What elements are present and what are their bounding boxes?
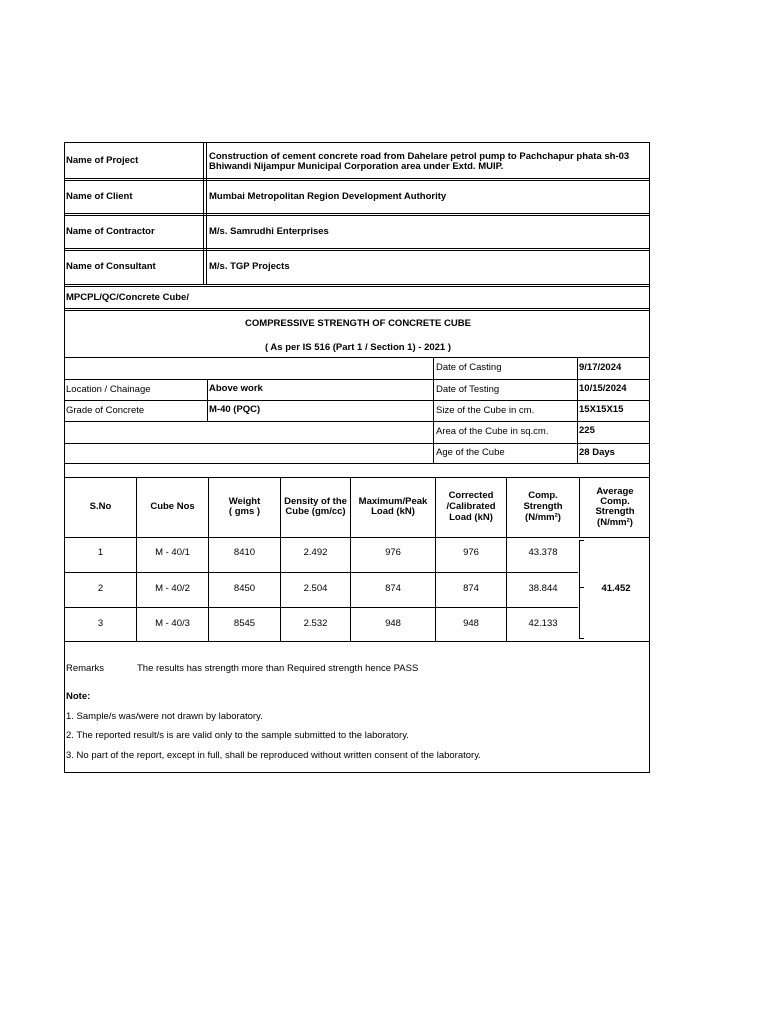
col-header-sno: S.No bbox=[89, 501, 112, 512]
cube-area-value: 225 bbox=[579, 425, 595, 436]
cell-corrected-load: 976 bbox=[463, 547, 479, 558]
cube-size-label: Size of the Cube in cm. bbox=[436, 405, 535, 416]
col-header-corrected-1: Corrected bbox=[448, 490, 494, 501]
row-divider bbox=[65, 248, 649, 249]
cell-weight: 8450 bbox=[233, 583, 256, 594]
casting-date-value: 9/17/2024 bbox=[579, 362, 622, 373]
row-divider bbox=[65, 379, 649, 380]
project-name-line-1: Construction of cement concrete road from Dahelare petrol pump to Pachchapur phata sh-03 bbox=[209, 151, 630, 162]
client-value: Mumbai Metropolitan Region Development Authority bbox=[209, 191, 447, 202]
table-row bbox=[65, 547, 649, 558]
report-title: COMPRESSIVE STRENGTH OF CONCRETE CUBE bbox=[245, 318, 471, 329]
consultant-label: Name of Consultant bbox=[66, 261, 156, 272]
cell-weight: 8410 bbox=[233, 547, 256, 558]
note-item: 3. No part of the report, except in full, shall be reproduced without written consent of the laboratory. bbox=[66, 750, 481, 761]
table-row bbox=[65, 583, 649, 594]
cube-area-label: Area of the Cube in sq.cm. bbox=[436, 426, 549, 437]
column-divider bbox=[207, 379, 208, 421]
row-divider bbox=[65, 310, 649, 311]
col-header-strength-1: Comp. bbox=[528, 490, 558, 501]
cell-weight: 8545 bbox=[233, 618, 256, 629]
cell-cube-no: M - 40/3 bbox=[155, 618, 190, 629]
row-divider bbox=[65, 286, 649, 287]
remarks-label: Remarks bbox=[66, 663, 105, 674]
row-divider bbox=[65, 308, 649, 309]
cube-age-value: 28 Days bbox=[579, 447, 615, 458]
row-divider bbox=[65, 400, 649, 401]
test-standard: ( As per IS 516 (Part 1 / Section 1) - 2021 ) bbox=[264, 342, 452, 353]
col-header-weight-2: ( gms ) bbox=[228, 506, 261, 517]
row-divider bbox=[65, 607, 578, 608]
grade-value: M-40 (PQC) bbox=[209, 404, 261, 415]
col-header-strength-3: (N/mm²) bbox=[525, 512, 561, 523]
notes-heading: Note: bbox=[66, 691, 91, 702]
row-divider bbox=[65, 178, 649, 179]
average-strength-value: 41.452 bbox=[601, 583, 631, 594]
row-divider bbox=[65, 537, 649, 538]
col-header-average-4: (N/mm²) bbox=[597, 517, 633, 528]
cube-size-value: 15X15X15 bbox=[579, 404, 624, 415]
row-divider bbox=[65, 477, 649, 478]
cell-density: 2.504 bbox=[303, 583, 328, 594]
col-header-corrected-2: /Calibrated bbox=[446, 501, 496, 512]
row-divider bbox=[65, 213, 649, 214]
casting-date-label: Date of Casting bbox=[436, 362, 502, 373]
row-divider bbox=[65, 250, 649, 251]
location-value: Above work bbox=[209, 383, 263, 394]
row-divider bbox=[65, 215, 649, 216]
row-divider bbox=[65, 443, 649, 444]
row-divider bbox=[65, 572, 578, 573]
table-row bbox=[65, 618, 649, 629]
row-divider bbox=[65, 641, 649, 642]
column-divider bbox=[203, 143, 204, 284]
cell-comp-strength: 38.844 bbox=[528, 583, 558, 594]
cell-max-load: 976 bbox=[385, 547, 401, 558]
col-header-average-3: Strength bbox=[595, 506, 635, 517]
cell-density: 2.532 bbox=[303, 618, 328, 629]
col-header-cube-nos: Cube Nos bbox=[150, 501, 195, 512]
cell-density: 2.492 bbox=[303, 547, 328, 558]
contractor-label: Name of Contractor bbox=[66, 226, 155, 237]
row-divider bbox=[65, 421, 649, 422]
cell-sno: 3 bbox=[97, 618, 104, 629]
cell-cube-no: M - 40/1 bbox=[155, 547, 190, 558]
note-item: 2. The reported result/s is are valid only to the sample submitted to the laboratory. bbox=[66, 730, 409, 741]
column-divider bbox=[433, 357, 434, 464]
col-header-weight-1: Weight bbox=[228, 496, 261, 507]
cell-cube-no: M - 40/2 bbox=[155, 583, 190, 594]
testing-date-label: Date of Testing bbox=[436, 384, 500, 395]
testing-date-value: 10/15/2024 bbox=[579, 383, 627, 394]
cell-comp-strength: 42.133 bbox=[528, 618, 558, 629]
col-header-density-2: Cube (gm/cc) bbox=[285, 506, 346, 517]
cell-comp-strength: 43.378 bbox=[528, 547, 558, 558]
cube-age-label: Age of the Cube bbox=[436, 447, 505, 458]
col-header-strength-2: Strength bbox=[523, 501, 563, 512]
project-label: Name of Project bbox=[66, 155, 139, 166]
contractor-value: M/s. Samrudhi Enterprises bbox=[209, 226, 329, 237]
cell-max-load: 874 bbox=[385, 583, 401, 594]
reference-number: MPCPL/QC/Concrete Cube/ bbox=[66, 292, 189, 303]
client-label: Name of Client bbox=[66, 191, 133, 202]
row-divider bbox=[65, 284, 649, 285]
cell-corrected-load: 874 bbox=[463, 583, 479, 594]
remarks-text: The results has strength more than Required strength hence PASS bbox=[137, 663, 419, 674]
cell-sno: 1 bbox=[97, 547, 104, 558]
consultant-value: M/s. TGP Projects bbox=[209, 261, 290, 272]
note-item: 1. Sample/s was/were not drawn by laboratory. bbox=[66, 711, 263, 722]
col-header-load-1: Maximum/Peak bbox=[358, 496, 428, 507]
col-header-corrected-3: Load (kN) bbox=[449, 512, 493, 523]
col-header-load-2: Load (kN) bbox=[371, 506, 415, 517]
project-name-line-2: Bhiwandi Nijampur Municipal Corporation area under Extd. MUIP. bbox=[209, 161, 504, 172]
col-header-density-1: Density of the bbox=[284, 496, 347, 507]
column-divider bbox=[577, 357, 578, 464]
cell-corrected-load: 948 bbox=[463, 618, 479, 629]
cell-max-load: 948 bbox=[385, 618, 401, 629]
col-header-average-2: Comp. bbox=[600, 496, 630, 507]
test-report-sheet bbox=[64, 142, 650, 773]
location-label: Location / Chainage bbox=[66, 384, 151, 395]
column-divider bbox=[206, 143, 207, 284]
cell-sno: 2 bbox=[97, 583, 104, 594]
row-divider bbox=[65, 463, 649, 464]
row-divider bbox=[65, 180, 649, 181]
grade-label: Grade of Concrete bbox=[66, 405, 145, 416]
row-divider bbox=[65, 357, 649, 358]
col-header-average-1: Average bbox=[596, 486, 634, 497]
